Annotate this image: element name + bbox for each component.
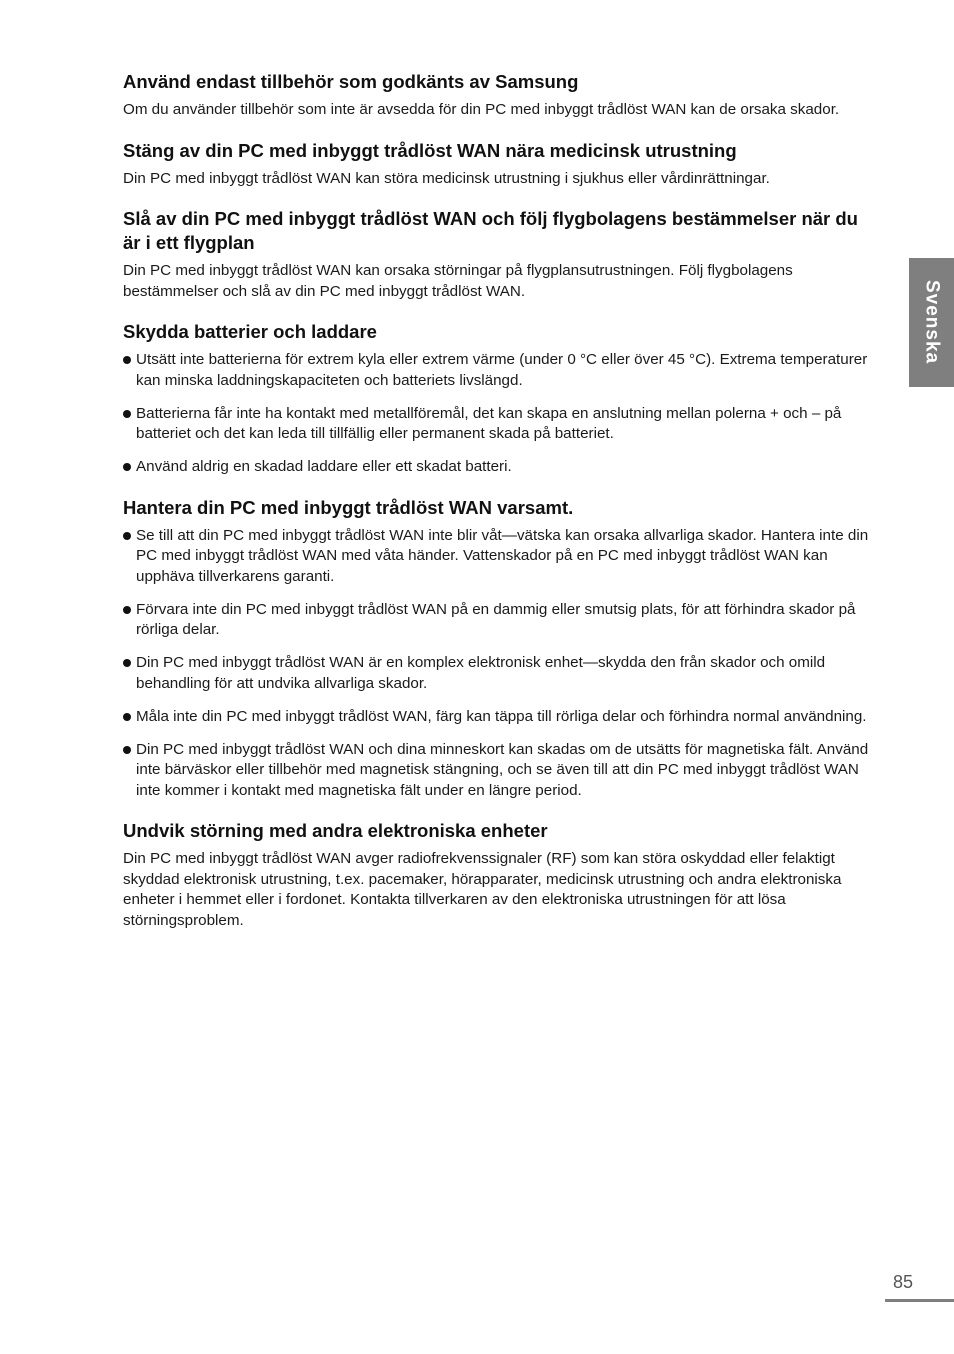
section-heading: Hantera din PC med inbyggt trådlöst WAN varsamt. [123, 496, 574, 518]
section-interference [123, 819, 875, 931]
language-tab-label: Svenska [921, 280, 943, 365]
bullet-icon [123, 659, 131, 667]
page-number: 85 [893, 1272, 914, 1292]
section-paragraph: Om du använder tillbehör som inte är avsedda för din PC med inbyggt trådlöst WAN kan de orsaka skador. [123, 101, 840, 118]
section-airplane [123, 207, 875, 302]
list-item: Se till att din PC med inbyggt trådlöst WAN inte blir våt—vätska kan orsaka allvarliga skador. Hantera inte din PC med inbyggt trådlöst WAN med våta händer. Vattenskador på en PC med inbyggt trådlöst WAN kan upphäva tillverkarens garanti. [123, 526, 875, 588]
list-item: Utsätt inte batterierna för extrem kyla eller extrem värme (under 0 °C eller över 45 °C). Extrema temperaturer kan minska laddningskapaciteten och batteriets livslängd. [123, 350, 875, 391]
page-content [123, 70, 875, 949]
section-paragraph: Din PC med inbyggt trådlöst WAN kan störa medicinsk utrustning i sjukhus eller vårdinrättningar. [123, 169, 770, 187]
section-paragraph: Din PC med inbyggt trådlöst WAN kan orsaka störningar på flygplansutrustningen. Följ flygbolagens bestämmelser och slå av din PC med inbyggt trådlöst WAN. [123, 262, 793, 300]
list-item: Förvara inte din PC med inbyggt trådlöst WAN på en dammig eller smutsig plats, för att förhindra skador på rörliga delar. [123, 600, 875, 641]
section-heading: Undvik störning med andra elektroniska enheter [123, 820, 548, 841]
bullet-icon [123, 606, 131, 614]
footer-divider [885, 1299, 954, 1302]
list-item: Batterierna får inte ha kontakt med metallföremål, det kan skapa en anslutning mellan polerna + och – på batteriet och det kan leda till tillfällig eller permanent skada på batteriet. [123, 404, 875, 445]
section-heading: Slå av din PC med inbyggt trådlöst WAN och följ flygbolagens bestämmelser när du är i ett flygplan [123, 208, 858, 253]
language-tab [909, 258, 954, 387]
section-paragraph: Din PC med inbyggt trådlöst WAN avger radiofrekvenssignaler (RF) som kan störa oskyddad eller felaktigt skyddad elektronisk utrustning, t.ex. pacemaker, hörapparater, medicinsk utrustning och andra elektroniska enheter i hemmet eller i fordonet. Kontakta tillverkaren av den elektroniska utrustningen för att lösa störningsproblem. [123, 850, 842, 929]
bullet-icon [123, 713, 131, 721]
section-heading: Stäng av din PC med inbyggt trådlöst WAN nära medicinsk utrustning [123, 139, 737, 161]
list-item: Din PC med inbyggt trådlöst WAN är en komplex elektronisk enhet—skydda den från skador och omild behandling för att undvika allvarliga skador. [123, 653, 875, 694]
list-item: Måla inte din PC med inbyggt trådlöst WAN, färg kan täppa till rörliga delar och förhindra normal användning. [123, 707, 875, 728]
bullet-list [123, 350, 875, 478]
section-heading: Använd endast tillbehör som godkänts av Samsung [123, 71, 579, 92]
list-item: Använd aldrig en skadad laddare eller ett skadat batteri. [123, 457, 875, 478]
section-accessories [123, 70, 875, 121]
bullet-icon [123, 746, 131, 754]
section-heading: Skydda batterier och laddare [123, 321, 377, 342]
section-handle-carefully [123, 496, 875, 802]
list-item: Din PC med inbyggt trådlöst WAN och dina minneskort kan skadas om de utsätts för magnetiska fält. Använd inte bärväskor eller tillbehör med magnetisk stängning, och se även till att din PC med inbyggt trådlöst WAN inte kommer i kontakt med magnetiska fält under en längre period. [123, 740, 875, 802]
bullet-icon [123, 532, 131, 540]
section-medical-equipment [123, 139, 875, 190]
bullet-list [123, 526, 875, 802]
bullet-icon [123, 356, 131, 364]
bullet-icon [123, 410, 131, 418]
bullet-icon [123, 463, 131, 471]
section-batteries [123, 320, 875, 478]
